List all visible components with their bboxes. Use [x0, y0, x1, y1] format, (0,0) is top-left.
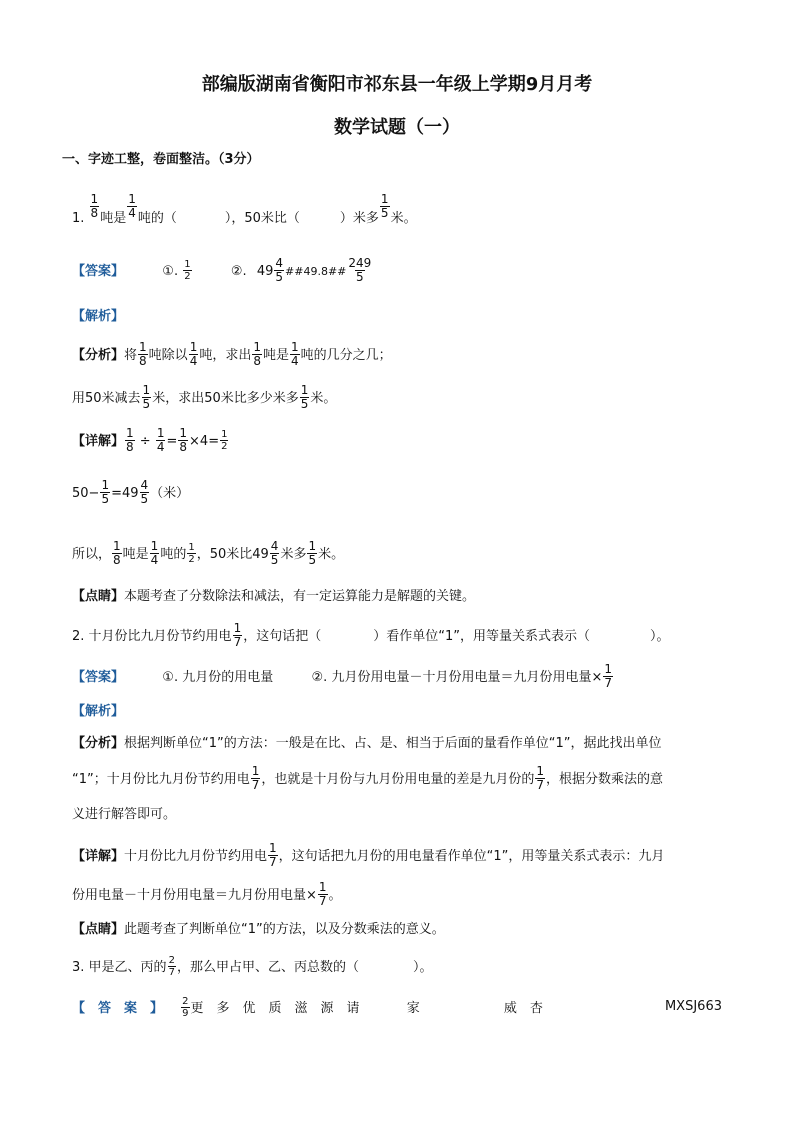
fraction: $\frac{1}{8}$	[179, 426, 188, 454]
fraction: $\frac{2}{9}$	[182, 996, 189, 1019]
pointer-note-1: 【点睛】本题考查了分数除法和减法，有一定运算能力是解题的关键。	[72, 589, 476, 604]
fraction: $\frac{1}{4}$	[156, 426, 165, 454]
section-heading: 一、字迹工整，卷面整洁。（3分）	[62, 152, 260, 167]
fraction: $\frac{1}{7}$	[536, 764, 545, 792]
answer-1: 【答案】 ①. $\frac{1}{2}$ ②. 49 $\frac{4}{5}$ ##49.8## $\frac{249}{5}$	[72, 256, 372, 284]
analysis-text: 【分析】根据判断单位“1”的方法：一般是在比、占、是、相当于后面的量看作单位“1”，据此找出单位	[72, 736, 662, 751]
fraction: $\frac{1}{5}$	[101, 478, 110, 506]
question-3: 3. 甲是乙、丙的 $\frac{2}{7}$ ，那么甲占甲、乙、丙总数的（ ）。	[72, 955, 433, 978]
doc-subtitle: 数学试题（一）	[334, 117, 460, 138]
fraction: $\frac{4}{5}$	[275, 256, 284, 284]
fraction: $\frac{1}{8}$	[90, 192, 99, 220]
watermark-code: MXSJ663	[664, 999, 722, 1014]
fraction: $\frac{1}{8}$	[253, 340, 261, 368]
fraction: $\frac{1}{4}$	[128, 192, 136, 220]
fraction: $\frac{1}{5}$	[142, 383, 151, 411]
fraction: $\frac{1}{5}$	[300, 383, 309, 411]
fraction: $\frac{1}{4}$	[189, 340, 198, 368]
detail-2: 份用电量－十月份用电量＝九月份用电量× $\frac{1}{7}$ 。	[72, 880, 342, 908]
fraction: $\frac{4}{5}$	[140, 478, 149, 506]
detail-calc-2: 50− $\frac{1}{5}$ =49 $\frac{4}{5}$ （米）	[72, 478, 190, 506]
fraction: $\frac{249}{5}$	[348, 256, 372, 284]
analysis-text: 义进行解答即可。	[72, 807, 177, 822]
answer-3: 【答案】 $\frac{2}{9}$ 更多优质滋源请 家 威杏 MXSJ663	[72, 996, 722, 1019]
fraction: $\frac{1}{5}$	[308, 539, 317, 567]
analysis-text: 用50米减去 $\frac{1}{5}$ 米，求出50米比多少米多 $\frac{1}{5}$ 米。	[72, 383, 337, 411]
question-1: 1. $\frac{1}{8}$ 吨是 $\frac{1}{4}$ 吨的（ ），50米比（ ）米多 $\frac{1}{5}$ 米。	[72, 192, 417, 226]
fraction: $\frac{2}{7}$	[168, 955, 175, 978]
fraction: $\frac{1}{7}$	[604, 662, 613, 690]
fraction: $\frac{1}{2}$	[184, 259, 191, 282]
analysis-label: 【解析】	[72, 704, 125, 719]
detail-2: 【详解】十月份比九月份节约用电 $\frac{1}{7}$ ，这句话把九月份的用电量看作单位“1”，用等量关系式表示：九月	[72, 841, 665, 869]
analysis-label: 【解析】	[72, 309, 125, 324]
doc-title: 部编版湖南省衡阳市祁东县一年级上学期9月月考	[201, 74, 593, 95]
fraction: $\frac{1}{8}$	[113, 539, 121, 567]
fraction: $\frac{1}{7}$	[251, 764, 260, 792]
question-2: 2. 十月份比九月份节约用电 $\frac{1}{7}$ ，这句话把（ ）看作单位“1”，用等量关系式表示（ ）。	[72, 621, 670, 649]
analysis-text: “1”；十月份比九月份节约用电 $\frac{1}{7}$ ，也就是十月份与九月份用电量的差是九月份的 $\frac{1}{7}$ ，根据分数乘法的意	[72, 764, 664, 792]
analysis-text: 【分析】将 $\frac{1}{8}$ 吨除以 $\frac{1}{4}$ 吨，求出 $\frac{1}{8}$ 吨是 $\frac{1}{4}$ 吨的几分之几；	[72, 340, 392, 368]
fraction: $\frac{1}{7}$	[318, 880, 327, 908]
conclusion-1: 所以， $\frac{1}{8}$ 吨是 $\frac{1}{4}$ 吨的 $\frac{1}{2}$ ，50米比49 $\frac{4}{5}$ 米多 $\frac{1}{5}$ 米。	[72, 539, 345, 567]
answer-label: 【答案】	[72, 670, 125, 685]
fraction: $\frac{1}{7}$	[269, 841, 277, 869]
fraction: $\frac{1}{4}$	[291, 340, 299, 368]
fraction: $\frac{1}{7}$	[233, 621, 242, 649]
pointer-note-2: 【点睛】此题考查了判断单位“1”的方法，以及分数乘法的意义。	[72, 922, 445, 937]
answer-label: 【答案】	[72, 1001, 177, 1016]
fraction: $\frac{1}{4}$	[150, 539, 159, 567]
answer-2: 【答案】 ①. 九月份的用电量 ②. 九月份用电量－十月份用电量＝九月份用电量× $\frac{1}{7}$	[72, 662, 613, 690]
fraction: $\frac{1}{2}$	[221, 429, 228, 452]
fraction: $\frac{1}{5}$	[380, 192, 389, 220]
fraction: $\frac{1}{8}$	[139, 340, 147, 368]
fraction: $\frac{1}{8}$	[126, 426, 134, 454]
answer-label: 【答案】	[72, 264, 125, 279]
fraction: $\frac{1}{2}$	[188, 542, 195, 565]
detail-calc-1: 【详解】 $\frac{1}{8}$ ÷ $\frac{1}{4}$ = $\frac{1}{8}$ ×4= $\frac{1}{2}$	[72, 426, 228, 454]
fraction: $\frac{4}{5}$	[270, 539, 279, 567]
